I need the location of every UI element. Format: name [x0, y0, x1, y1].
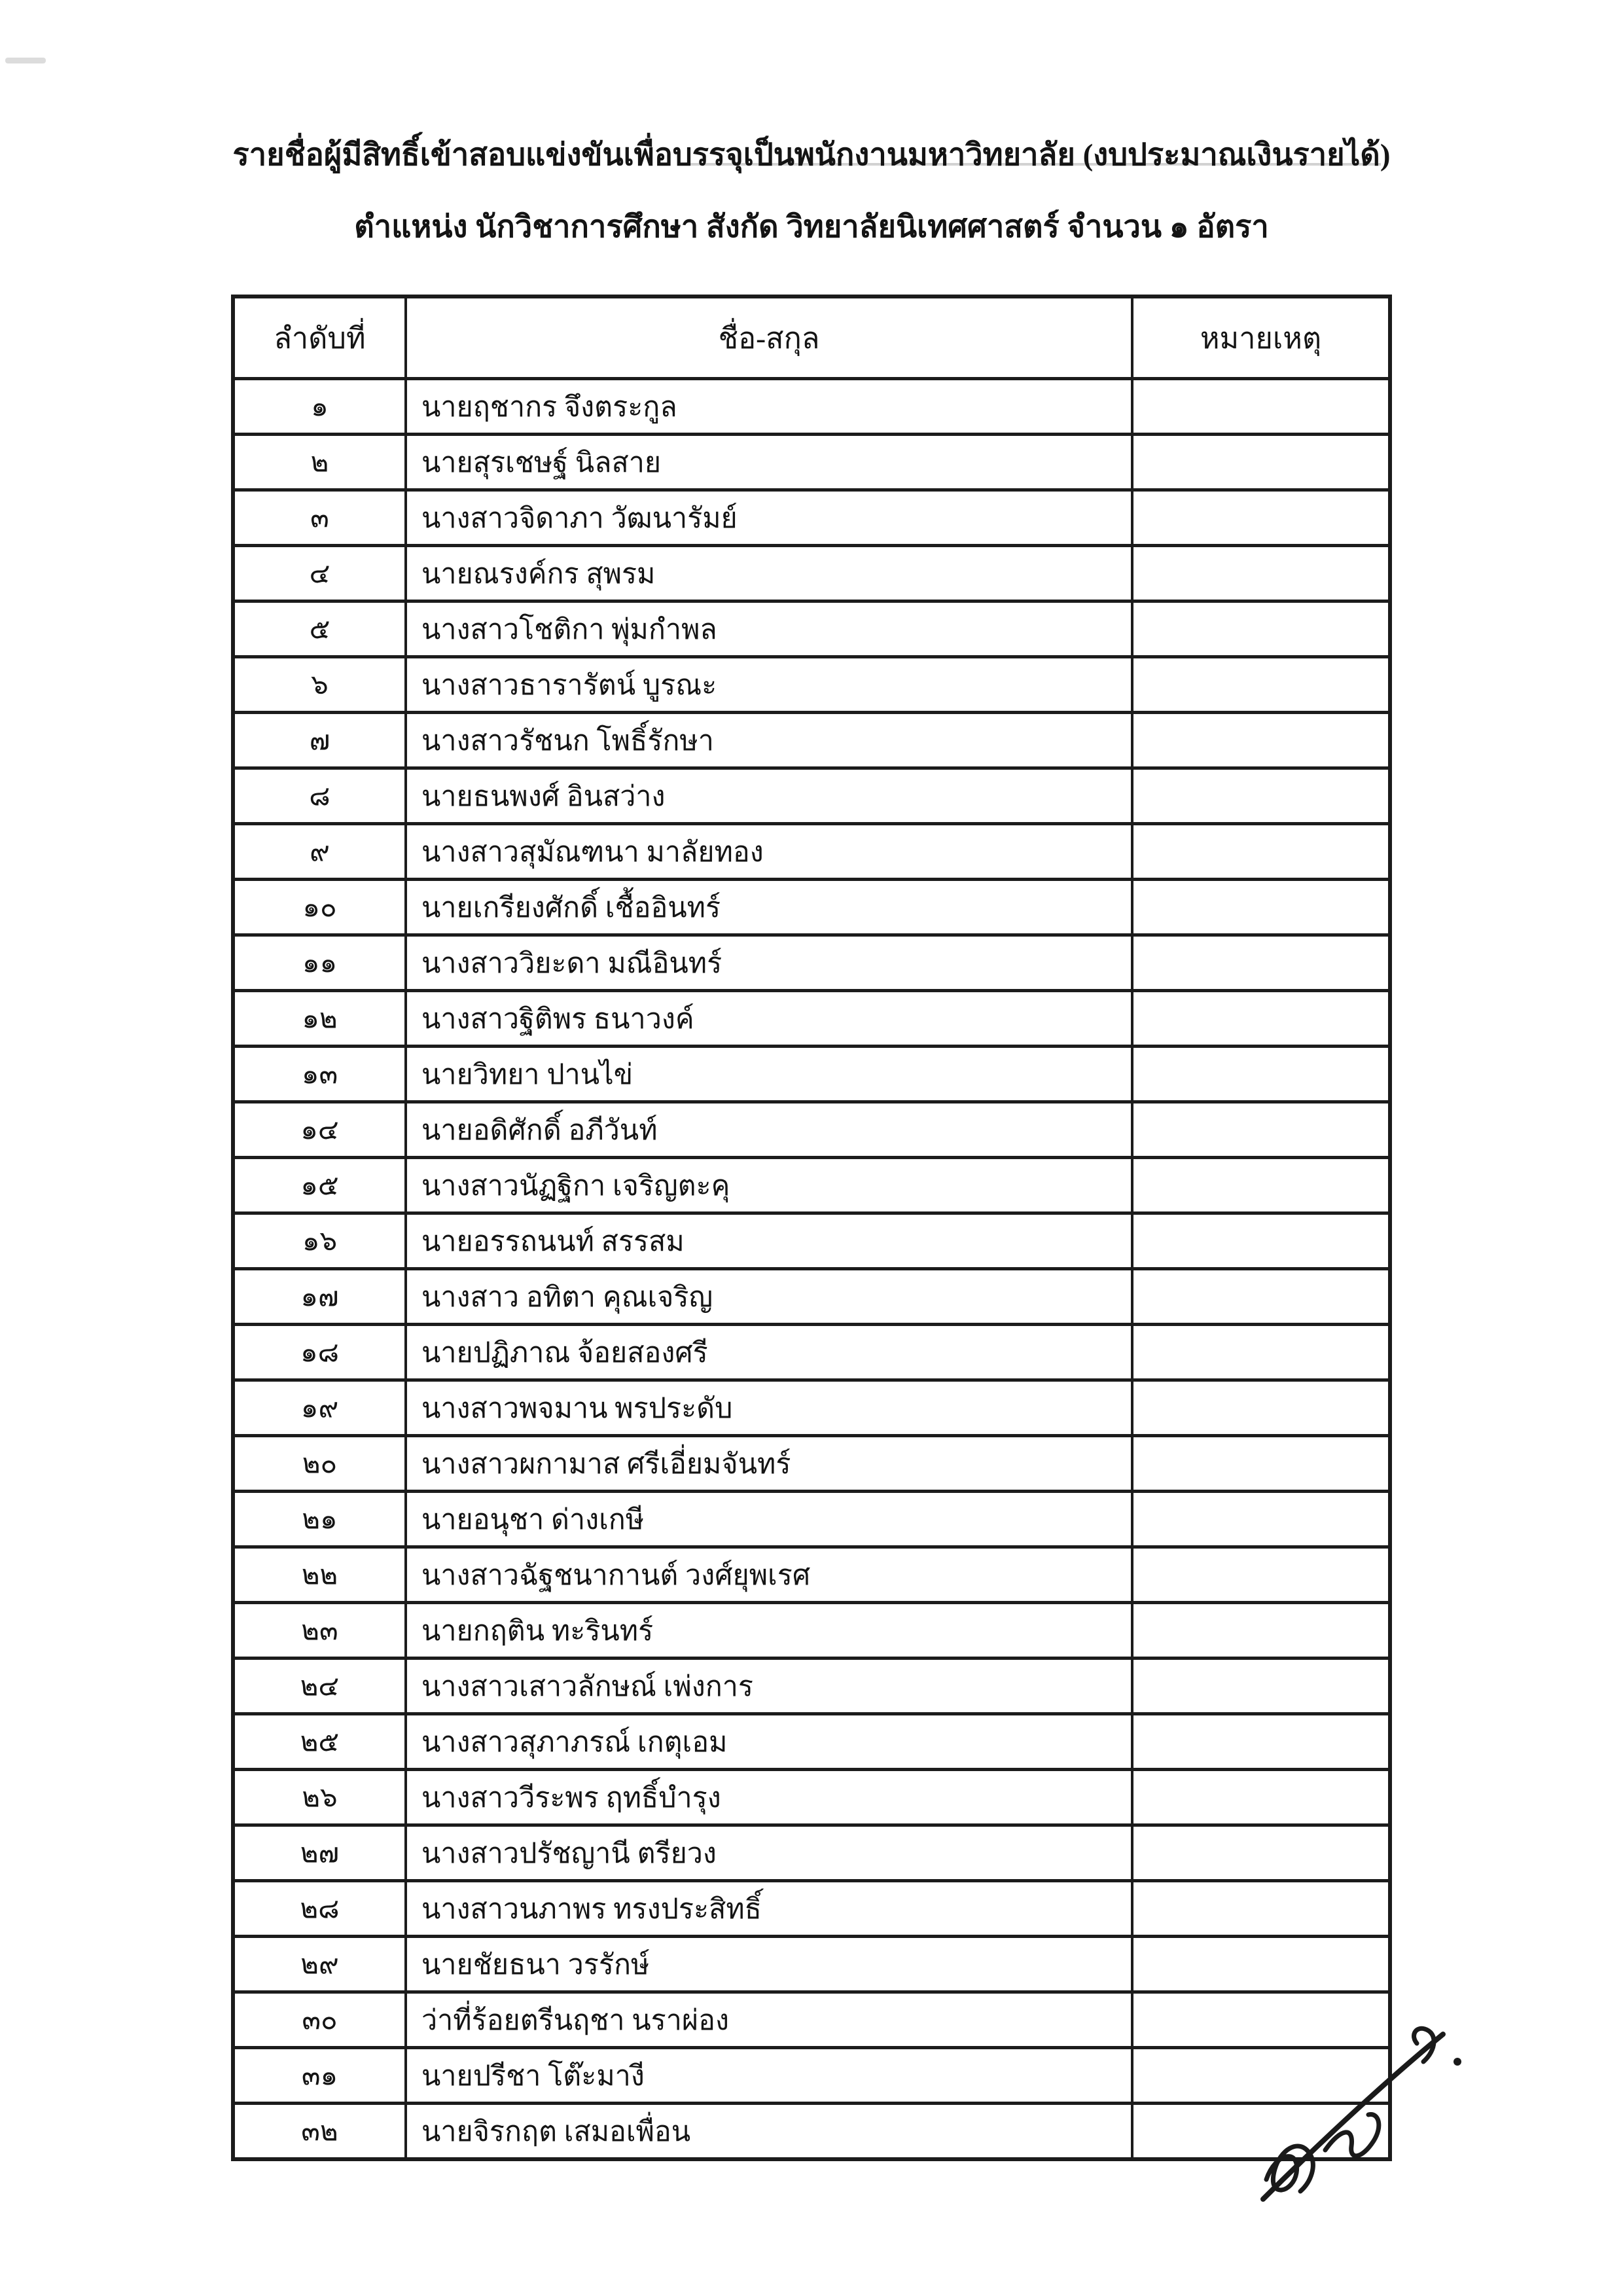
row-remark: [1131, 380, 1388, 433]
table-row: [235, 1267, 1388, 1323]
row-remark: [1131, 1715, 1388, 1768]
row-order-number: ๓๐: [302, 2005, 338, 2036]
row-name: นางสาวโชติกา พุ่มกำพล: [404, 603, 1131, 655]
row-remark: [1131, 1994, 1388, 2046]
row-order-number: ๒๒: [301, 1560, 338, 1590]
row-name: นางสาวสุมัณฑนา มาลัยทอง: [404, 825, 1131, 878]
table-row: [235, 1823, 1388, 1879]
row-remark: [1131, 1215, 1388, 1267]
row-order-number: ๙: [310, 837, 330, 867]
row-order-number: ๑๔: [300, 1115, 339, 1145]
table-row: [235, 2046, 1388, 2102]
table-row: [235, 1712, 1388, 1768]
row-order-number: ๕: [309, 615, 330, 645]
table-row: [235, 1768, 1388, 1823]
table-row: [235, 1045, 1388, 1100]
row-order-number: ๓๒: [301, 2117, 338, 2147]
row-remark: [1131, 492, 1388, 544]
row-name: นายปรีชา โต๊ะมางี: [404, 2049, 1131, 2102]
table-row: [235, 488, 1388, 544]
row-order-number: ๑๙: [300, 1393, 339, 1424]
row-remark: [1131, 1382, 1388, 1434]
row-order-number: ๑๒: [302, 1004, 338, 1034]
row-remark: [1131, 881, 1388, 933]
row-name: นางสาวนภาพร ทรงประสิทธิ์: [404, 1882, 1131, 1935]
header-remark: หมายเหตุ: [1131, 298, 1388, 377]
row-name: นายอนุชา ด่างเกษี: [404, 1493, 1131, 1545]
row-name: นางสาวจิดาภา วัฒนารัมย์: [404, 492, 1131, 544]
row-order-number: ๔: [309, 559, 330, 589]
page-subtitle: ตำแหน่ง นักวิชาการศึกษา สังกัด วิทยาลัยนิเทศศาสตร์ จำนวน ๑ อัตรา: [354, 210, 1269, 244]
row-remark: [1131, 658, 1388, 711]
page-title: รายชื่อผู้มีสิทธิ์เข้าสอบแข่งขันเพื่อบรรจุเป็นพนักงานมหาวิทยาลัย (งบประมาณเงินรายได้): [232, 138, 1391, 172]
row-name: นางสาววิยะดา มณีอินทร์: [404, 937, 1131, 989]
row-remark: [1131, 1048, 1388, 1100]
table-row: [235, 933, 1388, 989]
row-remark: [1131, 1827, 1388, 1879]
table-row: [235, 1490, 1388, 1545]
header-order-number: ลำดับที่: [274, 322, 366, 355]
row-remark: [1131, 1938, 1388, 1990]
row-name: นายณรงค์กร สุพรม: [404, 547, 1131, 600]
row-remark: [1131, 2049, 1388, 2102]
row-name: นางสาววีระพร ฤทธิ์บำรุง: [404, 1771, 1131, 1823]
table-row: [235, 878, 1388, 933]
header-name-surname: ชื่อ-สกุล: [404, 298, 1131, 377]
row-remark: [1131, 1604, 1388, 1657]
row-remark: [1131, 436, 1388, 488]
table-row: [235, 711, 1388, 766]
row-remark: [1131, 1270, 1388, 1323]
row-name: นายจิรกฤต เสมอเพื่อน: [404, 2105, 1131, 2157]
table-row: [235, 433, 1388, 488]
row-name: นายธนพงศ์ อินสว่าง: [404, 770, 1131, 822]
row-name: นายเกรียงศักดิ์ เชื้ออินทร์: [404, 881, 1131, 933]
table-row: [235, 2102, 1388, 2157]
table-row: [235, 377, 1388, 433]
row-name: ว่าที่ร้อยตรีนฤชา นราผ่อง: [404, 1994, 1131, 2046]
row-remark: [1131, 1437, 1388, 1490]
row-order-number: ๑๕: [300, 1171, 339, 1201]
row-order-number: ๒๖: [302, 1783, 338, 1813]
table-header-row: [235, 298, 1388, 377]
row-order-number: ๗: [309, 726, 330, 756]
row-remark: [1131, 825, 1388, 878]
row-order-number: ๑๓: [301, 1060, 338, 1090]
table-row: [235, 655, 1388, 711]
row-remark: [1131, 1771, 1388, 1823]
row-order-number: ๖: [311, 670, 329, 700]
row-name: นายปฏิภาณ จ้อยสองศรี: [404, 1326, 1131, 1378]
row-remark: [1131, 1660, 1388, 1712]
row-name: นางสาวปรัชญานี ตรียวง: [404, 1827, 1131, 1879]
table-row: [235, 600, 1388, 655]
row-remark: [1131, 992, 1388, 1045]
row-name: นางสาวนัฏฐิกา เจริญตะคุ: [404, 1159, 1131, 1211]
table-row: [235, 1378, 1388, 1434]
row-order-number: ๒๙: [300, 1950, 339, 1980]
row-name: นายอดิศักดิ์ อภีวันท์: [404, 1103, 1131, 1156]
row-order-number: ๒๐: [302, 1449, 338, 1479]
table-row: [235, 1211, 1388, 1267]
row-name: นางสาวฉัฐชนากานต์ วงศ์ยุพเรศ: [404, 1549, 1131, 1601]
row-remark: [1131, 547, 1388, 600]
applicants-table: [231, 295, 1392, 2161]
row-order-number: ๑๗: [300, 1282, 339, 1312]
table-body: [235, 377, 1388, 2157]
table-row: [235, 822, 1388, 878]
table-row: [235, 1879, 1388, 1935]
table-row: [235, 1156, 1388, 1211]
row-order-number: ๓: [310, 503, 329, 533]
row-order-number: ๓๑: [301, 2061, 338, 2091]
table-row: [235, 1990, 1388, 2046]
row-name: นางสาว อทิตา คุณเจริญ: [404, 1270, 1131, 1323]
row-remark: [1131, 603, 1388, 655]
row-name: นายชัยธนา วรรักษ์: [404, 1938, 1131, 1990]
row-order-number: ๑: [311, 392, 329, 422]
row-remark: [1131, 770, 1388, 822]
row-remark: [1131, 714, 1388, 766]
table-row: [235, 1657, 1388, 1712]
row-remark: [1131, 2105, 1388, 2157]
table-row: [235, 989, 1388, 1045]
row-order-number: ๒๑: [302, 1505, 338, 1535]
row-name: นางสาวเสาวลักษณ์ เพ่งการ: [404, 1660, 1131, 1712]
table-row: [235, 1601, 1388, 1657]
table-row: [235, 1434, 1388, 1490]
row-remark: [1131, 1882, 1388, 1935]
row-order-number: ๑๑: [302, 948, 338, 978]
row-remark: [1131, 1493, 1388, 1545]
table-row: [235, 1100, 1388, 1156]
row-order-number: ๑๐: [302, 893, 337, 923]
row-name: นายกฤติน ทะรินทร์: [404, 1604, 1131, 1657]
row-name: นางสาวผกามาส ศรีเอี่ยมจันทร์: [404, 1437, 1131, 1490]
row-name: นายอรรถนนท์ สรรสม: [404, 1215, 1131, 1267]
table-row: [235, 1323, 1388, 1378]
table-row: [235, 544, 1388, 600]
row-order-number: ๑๘: [300, 1338, 340, 1368]
row-remark: [1131, 937, 1388, 989]
row-order-number: ๒๘: [300, 1894, 340, 1924]
row-name: นางสาวฐิติพร ธนาวงค์: [404, 992, 1131, 1045]
row-remark: [1131, 1549, 1388, 1601]
row-name: นางสาวสุภาภรณ์ เกตุเอม: [404, 1715, 1131, 1768]
row-order-number: ๒๔: [300, 1672, 340, 1702]
table-row: [235, 1935, 1388, 1990]
table-row: [235, 1545, 1388, 1601]
row-name: นางสาวธารารัตน์ บูรณะ: [404, 658, 1131, 711]
row-name: นางสาวพจมาน พรประดับ: [404, 1382, 1131, 1434]
row-name: นายวิทยา ปานไข่: [404, 1048, 1131, 1100]
row-remark: [1131, 1103, 1388, 1156]
table-row: [235, 766, 1388, 822]
row-name: นายฤชากร จึงตระกูล: [404, 380, 1131, 433]
scan-artifact-dash: [5, 58, 46, 63]
row-order-number: ๒๓: [301, 1616, 338, 1646]
row-remark: [1131, 1326, 1388, 1378]
row-order-number: ๘: [309, 781, 330, 812]
row-order-number: ๒๗: [300, 1839, 340, 1869]
row-order-number: ๒: [310, 448, 329, 478]
row-name: นางสาวรัชนก โพธิ์รักษา: [404, 714, 1131, 766]
row-order-number: ๑๖: [302, 1227, 338, 1257]
row-name: นายสุรเชษฐ์ นิลสาย: [404, 436, 1131, 488]
row-order-number: ๒๕: [300, 1727, 340, 1757]
row-remark: [1131, 1159, 1388, 1211]
